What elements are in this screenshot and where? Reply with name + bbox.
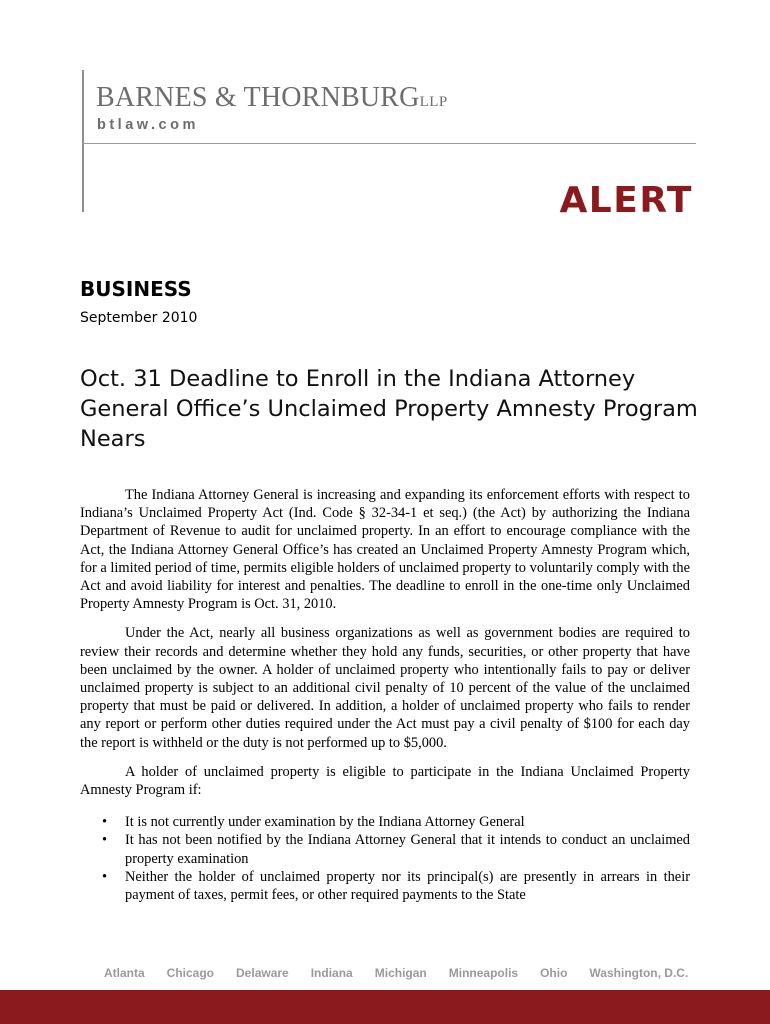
footer-bar [0,990,770,1024]
office-delaware: Delaware [236,966,289,980]
office-chicago: Chicago [166,966,215,980]
firm-suffix: LLP [419,94,448,110]
office-minneapolis: Minneapolis [448,966,519,980]
firm-logo [96,82,448,114]
office-ohio: Ohio [540,966,568,980]
paragraph: Under the Act, nearly all business organizations as well as government bodies are required to review their records and determine whether they hold any funds, securities, or other property that have been unclaimed by the owner. A holder of unclaimed property who intentionally fails to pay or deliver unclaimed property is subject to an additional civil penalty of 10 percent of the value of the unclaimed property that must be paid or delivered. In addition, a holder of unclaimed property who fails to render any report or perform other duties required under the Act must pay a civil penalty of $100 for each day the report is withheld or the duty is not performed up to $5,000. [80,625,690,751]
list-item: • It has not been notified by the Indiana Attorney General that it intends to conduct an unclaimed property examination [125,831,690,867]
paragraph: The Indiana Attorney General is increasing and expanding its enforcement efforts with respect to Indiana’s Unclaimed Property Act (Ind. Code § 32-34-1 et seq.) (the Act) by authorizing the Indiana Department of Revenue to audit for unclaimed property. In an effort to encourage compliance with the Act, the Indiana Attorney General Office’s has created an Unclaimed Property Amnesty Program which, for a limited period of time, permits eligible holders of unclaimed property to voluntarily comply with the Act and avoid liability for interest and penalties. The deadline to enroll in the one-time only Unclaimed Property Amnesty Program is Oct. 31, 2010. [80,487,690,613]
alert-label: ALERT [559,180,693,221]
office-locations [104,966,688,980]
office-indiana: Indiana [310,966,353,980]
section-heading: BUSINESS [80,277,192,301]
office-atlanta: Atlanta [104,966,145,980]
publication-date: September 2010 [80,310,198,326]
letterhead-vertical-rule [82,70,84,212]
article-title: Oct. 31 Deadline to Enroll in the Indiana Attorney General Office’s Unclaimed Property Amnesty Program Nears [80,366,698,452]
article-body [80,486,690,904]
letterhead-horizontal-rule [82,143,696,144]
list-item: • Neither the holder of unclaimed property nor its principal(s) are presently in arrears in their payment of taxes, permit fees, or other required payments to the State [125,868,690,904]
list-item: • It is not currently under examination by the Indiana Attorney General [125,813,690,831]
office-washington-dc: Washington, D.C. [589,966,689,980]
eligibility-list [80,813,690,904]
paragraph: A holder of unclaimed property is eligible to participate in the Indiana Unclaimed Property Amnesty Program if: [80,763,690,799]
firm-name: BARNES & THORNBURG [96,82,420,113]
office-michigan: Michigan [374,966,427,980]
firm-website: btlaw.com [97,117,199,133]
